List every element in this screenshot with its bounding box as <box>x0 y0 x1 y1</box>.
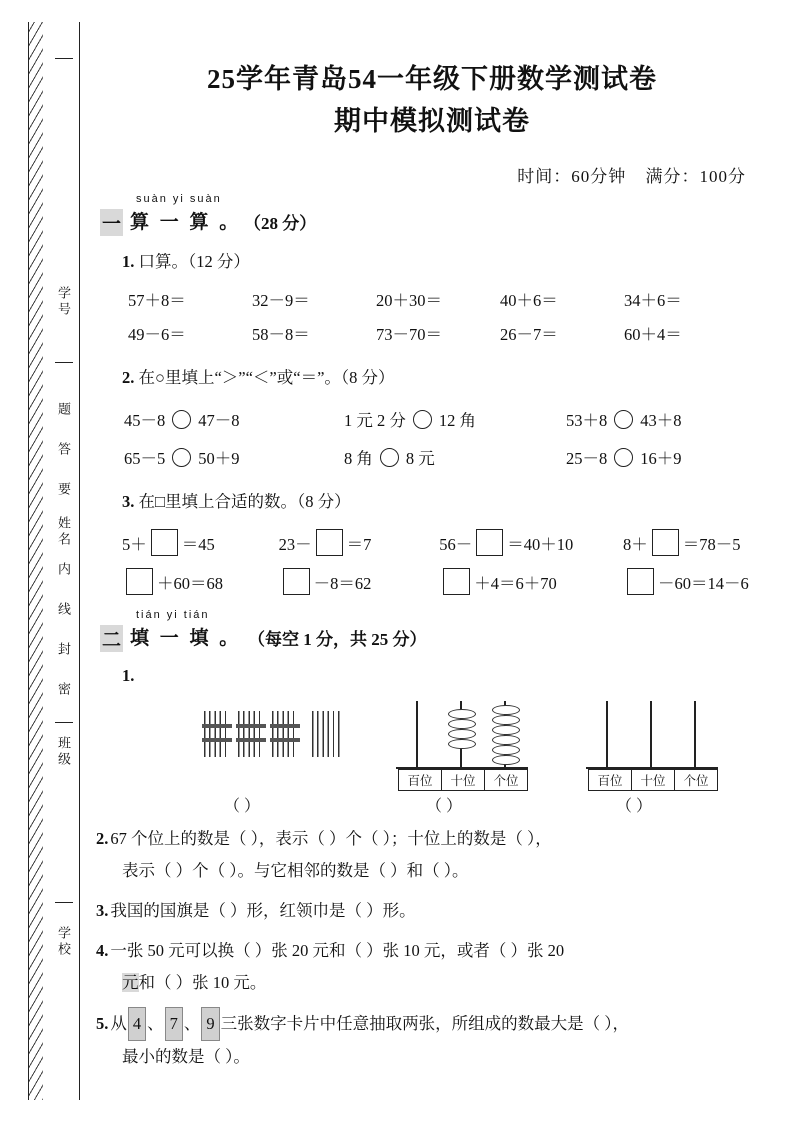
compare-circle[interactable] <box>614 448 633 467</box>
q1-1-text: 口算。（12 分） <box>138 252 250 271</box>
compare-left: 53＋8 <box>566 411 608 430</box>
calc-item: 60＋4＝ <box>624 325 682 344</box>
q2-4-line2-prefix: 元 <box>122 973 139 992</box>
box-suffix: ＋4＝6＋70 <box>474 573 557 593</box>
abacus-rod <box>650 701 652 767</box>
answer-box[interactable] <box>476 529 503 556</box>
exam-meta <box>96 162 768 187</box>
box-fill-row-2 <box>96 568 768 595</box>
q2-4-line2: 和（ ）张 10 元。 <box>138 973 267 992</box>
abacus-bead <box>492 705 520 715</box>
box-fill-item <box>279 529 440 556</box>
place-hundreds: 百位 <box>589 770 632 790</box>
seal-word-7: 密 <box>56 682 71 699</box>
abacus-rod <box>694 701 696 767</box>
section-1-title: 算 一 算 。 <box>130 212 242 233</box>
compare-left: 25－8 <box>566 449 608 468</box>
q2-5-prefix: 从 <box>110 1014 127 1033</box>
q2-2-line1: 67 个位上的数是（ ），表示（ ）个（ ）；十位上的数是（ ）， <box>110 829 552 848</box>
compare-item <box>124 407 344 431</box>
seal-word-5: 线 <box>56 602 71 619</box>
section-2-number: 二 <box>100 625 123 652</box>
q2-5-label: 5. <box>96 1014 109 1033</box>
abacus-left <box>396 701 528 788</box>
box-fill-item <box>122 568 279 595</box>
abacus-rod <box>606 701 608 767</box>
answer-box[interactable] <box>283 568 310 595</box>
calc-item: 40＋6＝ <box>500 291 558 310</box>
question-2-2 <box>96 823 768 887</box>
answer-box[interactable] <box>443 568 470 595</box>
compare-item <box>124 445 344 469</box>
q2-2-line2: 表示（ ）个（ ）。与它相邻的数是（ ）和（ ）。 <box>122 861 469 880</box>
box-fill-item <box>439 529 623 556</box>
abacus-place-labels <box>398 769 528 791</box>
seal-rule <box>55 902 73 903</box>
compare-item <box>344 445 566 469</box>
number-card: 9 <box>201 1007 219 1041</box>
calc-item: 34＋6＝ <box>624 291 682 310</box>
seal-label-xuexiao: 学校 <box>56 926 71 958</box>
abacus-rod <box>416 701 418 767</box>
q2-4-line1: 一张 50 元可以换（ ）张 20 元和（ ）张 10 元，或者（ ）张 20 <box>110 941 565 960</box>
answer-box[interactable] <box>151 529 178 556</box>
seal-word-6: 封 <box>56 642 71 659</box>
q2-2-label: 2. <box>96 829 109 848</box>
section-1-pinyin: suàn yi suàn <box>136 193 222 205</box>
compare-circle[interactable] <box>172 448 191 467</box>
seal-label-xuehao: 学号 <box>56 286 71 318</box>
section-1-header <box>96 193 768 235</box>
figure-counting-and-abacus <box>96 697 768 815</box>
compare-right: 16＋9 <box>640 449 682 468</box>
q2-3-label: 3. <box>96 901 109 920</box>
box-suffix: ＝40＋10 <box>507 534 574 554</box>
abacus-right <box>586 701 718 788</box>
compare-item <box>344 407 566 431</box>
compare-item <box>566 407 766 431</box>
box-fill-item <box>623 529 768 556</box>
box-suffix: ＋60＝68 <box>157 573 223 593</box>
box-prefix: 23－ <box>278 534 312 554</box>
abacus-frame <box>586 701 718 769</box>
compare-row-2 <box>96 445 768 469</box>
counting-sticks-group <box>204 711 342 762</box>
box-suffix: －8＝62 <box>313 573 372 593</box>
box-fill-item <box>439 568 623 595</box>
q1-3-label: 3. <box>122 492 135 511</box>
stick-bundle <box>272 711 298 757</box>
abacus-bead <box>492 725 520 735</box>
place-hundreds: 百位 <box>399 770 442 790</box>
section-1-number: 一 <box>100 209 123 236</box>
q1-1-label: 1. <box>122 252 135 271</box>
section-2-score: （每空 1 分，共 25 分） <box>248 630 427 649</box>
place-tens: 十位 <box>632 770 675 790</box>
exam-full-score: 满分：100分 <box>645 167 746 186</box>
place-tens: 十位 <box>442 770 485 790</box>
compare-circle[interactable] <box>413 410 432 429</box>
question-1-3 <box>96 487 768 517</box>
abacus-bead <box>492 745 520 755</box>
abacus-bead <box>448 729 476 739</box>
box-prefix: 8＋ <box>622 534 648 554</box>
compare-left: 8 角 <box>344 449 373 468</box>
stick-bundle <box>238 711 264 757</box>
abacus-bead <box>492 755 520 765</box>
box-suffix: ＝7 <box>346 534 372 554</box>
question-1-2 <box>96 363 768 393</box>
box-fill-item <box>623 568 768 595</box>
seal-word-1: 答 <box>56 442 71 459</box>
compare-row-1 <box>96 407 768 431</box>
q2-4-label: 4. <box>96 941 109 960</box>
exam-time: 时间：60分钟 <box>517 167 627 186</box>
compare-circle[interactable] <box>380 448 399 467</box>
place-ones: 个位 <box>493 774 519 788</box>
compare-right: 50＋9 <box>198 449 240 468</box>
seal-rule <box>55 362 73 363</box>
q2-3-line1: 我国的国旗是（ ）形，红领巾是（ ）形。 <box>110 901 416 920</box>
compare-left: 45－8 <box>124 411 166 430</box>
loose-sticks <box>312 711 342 757</box>
answer-box[interactable] <box>652 529 679 556</box>
number-card: 7 <box>165 1007 183 1041</box>
section-1-score: （28 分） <box>244 214 317 233</box>
section-2-header <box>96 609 768 651</box>
answer-paren[interactable]: （ ） <box>616 798 653 815</box>
number-card: 4 <box>128 1007 146 1041</box>
abacus-bead <box>448 719 476 729</box>
seal-column <box>45 22 81 1100</box>
compare-right: 12 角 <box>438 411 476 430</box>
seal-word-0: 题 <box>56 402 71 419</box>
calc-item: 58－8＝ <box>252 325 310 344</box>
q1-2-text: 在○里填上“＞”“＜”或“＝”。（8 分） <box>138 368 395 387</box>
page-title: 25学年青岛54一年级下册数学测试卷 <box>207 64 657 94</box>
seal-word-2: 要 <box>56 482 71 499</box>
section-2-pinyin: tián yi tián <box>136 609 210 621</box>
box-prefix: 5＋ <box>122 534 147 554</box>
answer-paren[interactable]: （ ） <box>426 798 463 815</box>
calc-item: 49－6＝ <box>128 325 186 344</box>
q2-1-label: 1. <box>122 666 135 685</box>
answer-box[interactable] <box>316 529 343 556</box>
seal-strip <box>28 22 80 1100</box>
box-fill-item <box>279 568 440 595</box>
box-fill-item <box>122 529 279 556</box>
compare-item <box>566 445 766 469</box>
abacus-place-labels <box>588 769 718 791</box>
abacus-bead <box>448 739 476 749</box>
box-fill-row-1 <box>96 529 768 556</box>
oral-calc-row-1 <box>96 287 768 311</box>
answer-paren[interactable]: （ ） <box>224 798 261 815</box>
seal-rule <box>55 58 73 59</box>
calc-item: 73－70＝ <box>376 325 442 344</box>
question-2-5: 5. 从 4 、 7 、 9 三张数字卡片中任意抽取两张，所组成的数最大是（ ）， 最小的数是（ ）。 <box>96 1007 768 1073</box>
seal-label-banji: 班级 <box>56 736 71 768</box>
calc-item: 20＋30＝ <box>376 291 442 310</box>
q2-5-line2: 最小的数是（ ）。 <box>122 1047 250 1066</box>
section-2-title: 填 一 填 。 <box>130 628 242 649</box>
hatch-pattern <box>29 22 43 1100</box>
oral-calc-row-2 <box>96 321 768 345</box>
abacus-bead <box>492 715 520 725</box>
seal-word-4: 内 <box>56 562 71 579</box>
compare-left: 1 元 2 分 <box>344 411 406 430</box>
box-suffix: －60＝14－6 <box>657 573 749 593</box>
abacus-bead <box>492 735 520 745</box>
seal-label-xingming: 姓名 <box>56 516 71 548</box>
place-ones: 个位 <box>683 774 709 788</box>
question-2-3 <box>96 895 768 927</box>
box-prefix: 56－ <box>439 534 473 554</box>
exam-content <box>96 40 768 1073</box>
box-suffix: ＝78－5 <box>682 534 741 554</box>
q1-2-label: 2. <box>122 368 135 387</box>
abacus-bead <box>448 709 476 719</box>
answer-box[interactable] <box>627 568 654 595</box>
compare-left: 65－5 <box>124 449 166 468</box>
compare-circle[interactable] <box>172 410 191 429</box>
calc-item: 32－9＝ <box>252 291 310 310</box>
q2-5-line1: 三张数字卡片中任意抽取两张，所组成的数最大是（ ）， <box>220 1014 629 1033</box>
compare-circle[interactable] <box>614 410 633 429</box>
q1-3-text: 在□里填上合适的数。（8 分） <box>138 492 351 511</box>
question-1-1 <box>96 247 768 277</box>
abacus-frame <box>396 701 528 769</box>
question-2-1 <box>96 661 768 691</box>
compare-right: 43＋8 <box>640 411 682 430</box>
question-2-4 <box>96 935 768 999</box>
calc-item: 26－7＝ <box>500 325 558 344</box>
stick-bundle <box>204 711 230 757</box>
compare-right: 47－8 <box>198 411 240 430</box>
page-subtitle: 期中模拟测试卷 <box>334 106 530 136</box>
calc-item: 57＋8＝ <box>128 291 186 310</box>
box-suffix: ＝45 <box>181 534 215 554</box>
answer-box[interactable] <box>126 568 153 595</box>
compare-right: 8 元 <box>405 449 435 468</box>
